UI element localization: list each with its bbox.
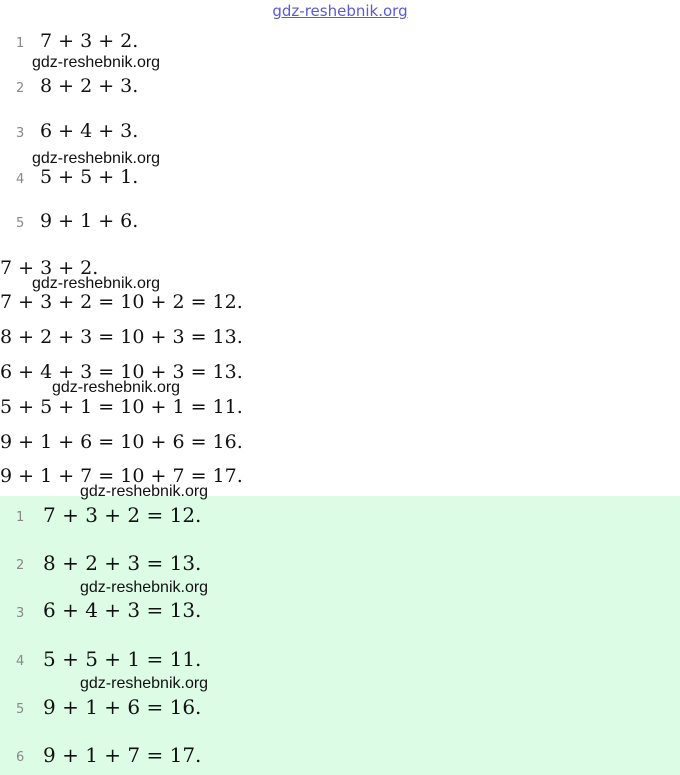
- solution-line: 7 + 3 + 2 = 10 + 2 = 12.: [0, 291, 243, 313]
- answer-expression: 7 + 3 + 2 = 12.: [43, 503, 202, 527]
- answer-expression: 9 + 1 + 7 = 17.: [43, 743, 202, 767]
- problem-expression: 6 + 4 + 3.: [40, 120, 139, 142]
- solution-line: 7 + 3 + 2.: [0, 257, 99, 279]
- answer-number: 4: [16, 654, 25, 669]
- solution-line: 9 + 1 + 7 = 10 + 7 = 17.: [0, 465, 243, 487]
- solution-line: 8 + 2 + 3 = 10 + 3 = 13.: [0, 326, 243, 348]
- problem-number: 4: [16, 172, 25, 187]
- problem-expression: 8 + 2 + 3.: [40, 75, 139, 97]
- watermark: gdz-reshebnik.org: [32, 150, 161, 167]
- answer-number: 1: [16, 510, 25, 525]
- problem-number: 2: [16, 81, 25, 96]
- answer-expression: 5 + 5 + 1 = 11.: [43, 647, 202, 671]
- answer-number: 3: [16, 606, 25, 621]
- watermark: gdz-reshebnik.org: [52, 379, 181, 396]
- answer-expression: 8 + 2 + 3 = 13.: [43, 551, 202, 575]
- answer-number: 2: [16, 558, 25, 573]
- problem-number: 1: [16, 36, 25, 51]
- answer-expression: 6 + 4 + 3 = 13.: [43, 598, 202, 622]
- site-link[interactable]: gdz-reshebnik.org: [272, 2, 408, 20]
- watermark: gdz-reshebnik.org: [80, 579, 209, 596]
- answer-number: 5: [16, 702, 25, 717]
- problem-expression: 7 + 3 + 2.: [40, 30, 139, 52]
- solution-line: 6 + 4 + 3 = 10 + 3 = 13.: [0, 361, 243, 383]
- watermark: gdz-reshebnik.org: [32, 54, 161, 71]
- problem-number: 3: [16, 126, 25, 141]
- watermark: gdz-reshebnik.org: [32, 275, 161, 292]
- answer-box: [0, 496, 680, 775]
- answer-number: 6: [16, 750, 25, 765]
- problem-number: 5: [16, 216, 25, 231]
- answer-expression: 9 + 1 + 6 = 16.: [43, 695, 202, 719]
- problem-expression: 9 + 1 + 6.: [40, 210, 139, 232]
- watermark: gdz-reshebnik.org: [80, 675, 209, 692]
- watermark: gdz-reshebnik.org: [80, 483, 209, 500]
- solution-line: 5 + 5 + 1 = 10 + 1 = 11.: [0, 396, 243, 418]
- problem-expression: 5 + 5 + 1.: [40, 166, 139, 188]
- solution-line: 9 + 1 + 6 = 10 + 6 = 16.: [0, 431, 243, 453]
